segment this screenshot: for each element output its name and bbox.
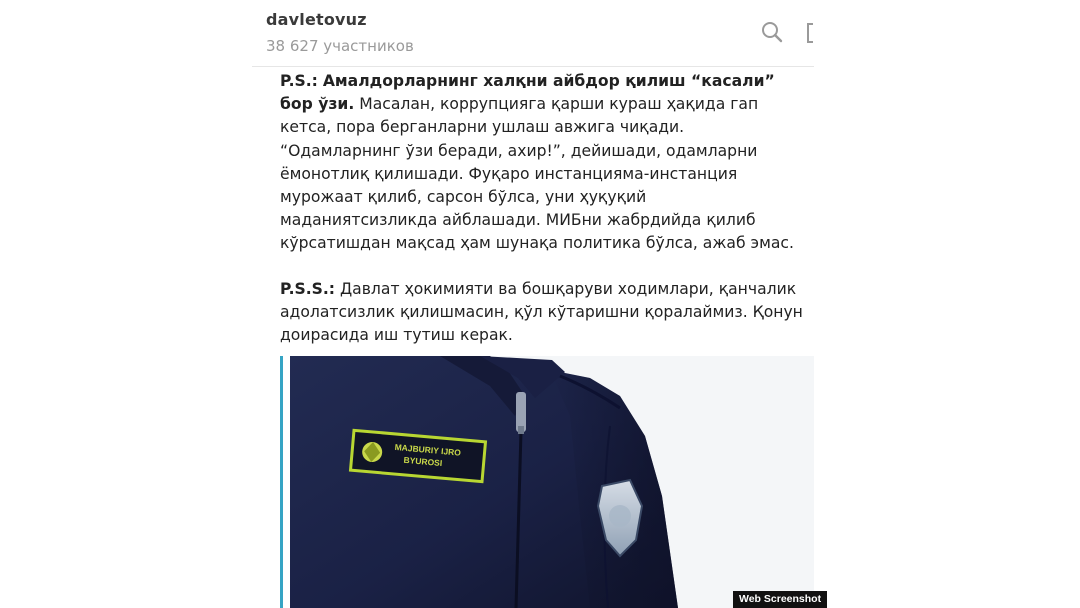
telegram-channel-panel [252, 0, 814, 608]
pss-text: Давлат ҳокимияти ва бошқаруви ходимлари, қанчалик адолатсизлик қилишмасин, қўл кўтаришни қоралаймиз. Қонун доирасида иш тутиш керак. [280, 279, 803, 345]
ps-label: P.S.: [280, 72, 318, 90]
web-screenshot-caption: Web Screenshot [733, 591, 827, 608]
channel-header [252, 0, 814, 67]
ps-text: Масалан, коррупцияга қарши кураш ҳақида гап кетса, пора берганларни ушлаш авжига чиқади. “Одамларнинг ўзи беради, ахир!”, дейишади, одамларни ёмонотлиқ қилишади. Фуқаро инстанцияма-инстанция мурожаат қилиб, сарсон бўлса, уни ҳуқуқий маданиятсизликда айблашади. МИБни жабрдийда қилиб кўрсатишдан мақсад ҳам шунақа политика бўлса, ажаб эмас. [280, 95, 794, 253]
svg-text:BYUROSI: BYUROSI [403, 454, 443, 469]
channel-post-text [280, 70, 808, 347]
search-icon[interactable] [760, 20, 784, 44]
quote-bar [280, 356, 283, 608]
menu-icon[interactable] [806, 22, 814, 44]
post-photo[interactable] [290, 356, 814, 608]
pss-label: P.S.S.: [280, 279, 336, 298]
post-media [280, 356, 814, 608]
member-count: 38 627 участников [266, 37, 414, 55]
pss-paragraph [280, 278, 808, 348]
channel-name[interactable]: davletovuz [266, 10, 367, 29]
ps-paragraph [280, 70, 808, 256]
ps-bold-text: Амалдорларнинг халқни айбдор қилиш “касали” бор ўзи. [280, 72, 775, 114]
svg-text:MAJBURIY IJRO: MAJBURIY IJRO [394, 441, 462, 458]
